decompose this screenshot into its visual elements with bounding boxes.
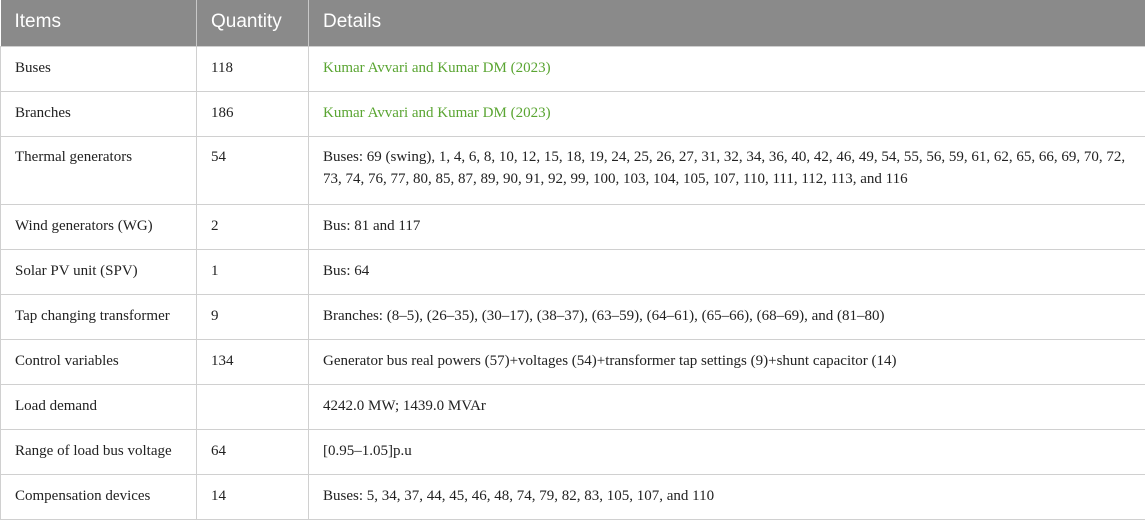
item-cell: Load demand: [1, 384, 197, 429]
quantity-cell: [197, 384, 309, 429]
table-row: [1, 204, 1145, 249]
item-cell: Range of load bus voltage: [1, 429, 197, 474]
quantity-cell: 2: [197, 204, 309, 249]
item-cell: Control variables: [1, 339, 197, 384]
table-row: [1, 46, 1145, 91]
quantity-cell: 1: [197, 249, 309, 294]
header-details: Details: [309, 0, 1145, 46]
header-items: Items: [1, 0, 197, 46]
details-cell: Bus: 81 and 117: [309, 204, 1145, 249]
quantity-cell: 54: [197, 136, 309, 204]
details-cell: 4242.0 MW; 1439.0 MVAr: [309, 384, 1145, 429]
item-cell: Branches: [1, 91, 197, 136]
table-row: [1, 136, 1145, 204]
details-link[interactable]: Kumar Avvari and Kumar DM (2023): [309, 91, 1145, 136]
details-cell: Branches: (8–5), (26–35), (30–17), (38–37), (63–59), (64–61), (65–66), (68–69), and (81–80): [309, 294, 1145, 339]
quantity-cell: 14: [197, 474, 309, 519]
details-cell: Bus: 64: [309, 249, 1145, 294]
item-cell: Tap changing transformer: [1, 294, 197, 339]
table-row: [1, 474, 1145, 519]
details-cell: Buses: 69 (swing), 1, 4, 6, 8, 10, 12, 15, 18, 19, 24, 25, 26, 27, 31, 32, 34, 36, 40, 42, 46, 49, 54, 55, 56, 59, 61, 62, 65, 66, 69, 70, 72, 73, 74, 76, 77, 80, 85, 87, 89, 90, 91, 92, 99, 100, 103, 104, 105, 107, 110, 111, 112, 113, and 116: [309, 136, 1145, 204]
table-row: [1, 249, 1145, 294]
quantity-cell: 186: [197, 91, 309, 136]
quantity-cell: 64: [197, 429, 309, 474]
item-cell: Compensation devices: [1, 474, 197, 519]
details-cell: [0.95–1.05]p.u: [309, 429, 1145, 474]
details-cell: Buses: 5, 34, 37, 44, 45, 46, 48, 74, 79, 82, 83, 105, 107, and 110: [309, 474, 1145, 519]
quantity-cell: 118: [197, 46, 309, 91]
table-row: [1, 429, 1145, 474]
table-body: [1, 46, 1145, 519]
table-row: [1, 91, 1145, 136]
quantity-cell: 9: [197, 294, 309, 339]
item-cell: Wind generators (WG): [1, 204, 197, 249]
details-link[interactable]: Kumar Avvari and Kumar DM (2023): [309, 46, 1145, 91]
details-cell: Generator bus real powers (57)+voltages (54)+transformer tap settings (9)+shunt capacitor (14): [309, 339, 1145, 384]
table-header: [1, 0, 1145, 46]
table-row: [1, 294, 1145, 339]
header-row: [1, 0, 1145, 46]
item-cell: Solar PV unit (SPV): [1, 249, 197, 294]
table-row: [1, 339, 1145, 384]
item-cell: Buses: [1, 46, 197, 91]
header-quantity: Quantity: [197, 0, 309, 46]
item-cell: Thermal generators: [1, 136, 197, 204]
quantity-cell: 134: [197, 339, 309, 384]
table-row: [1, 384, 1145, 429]
